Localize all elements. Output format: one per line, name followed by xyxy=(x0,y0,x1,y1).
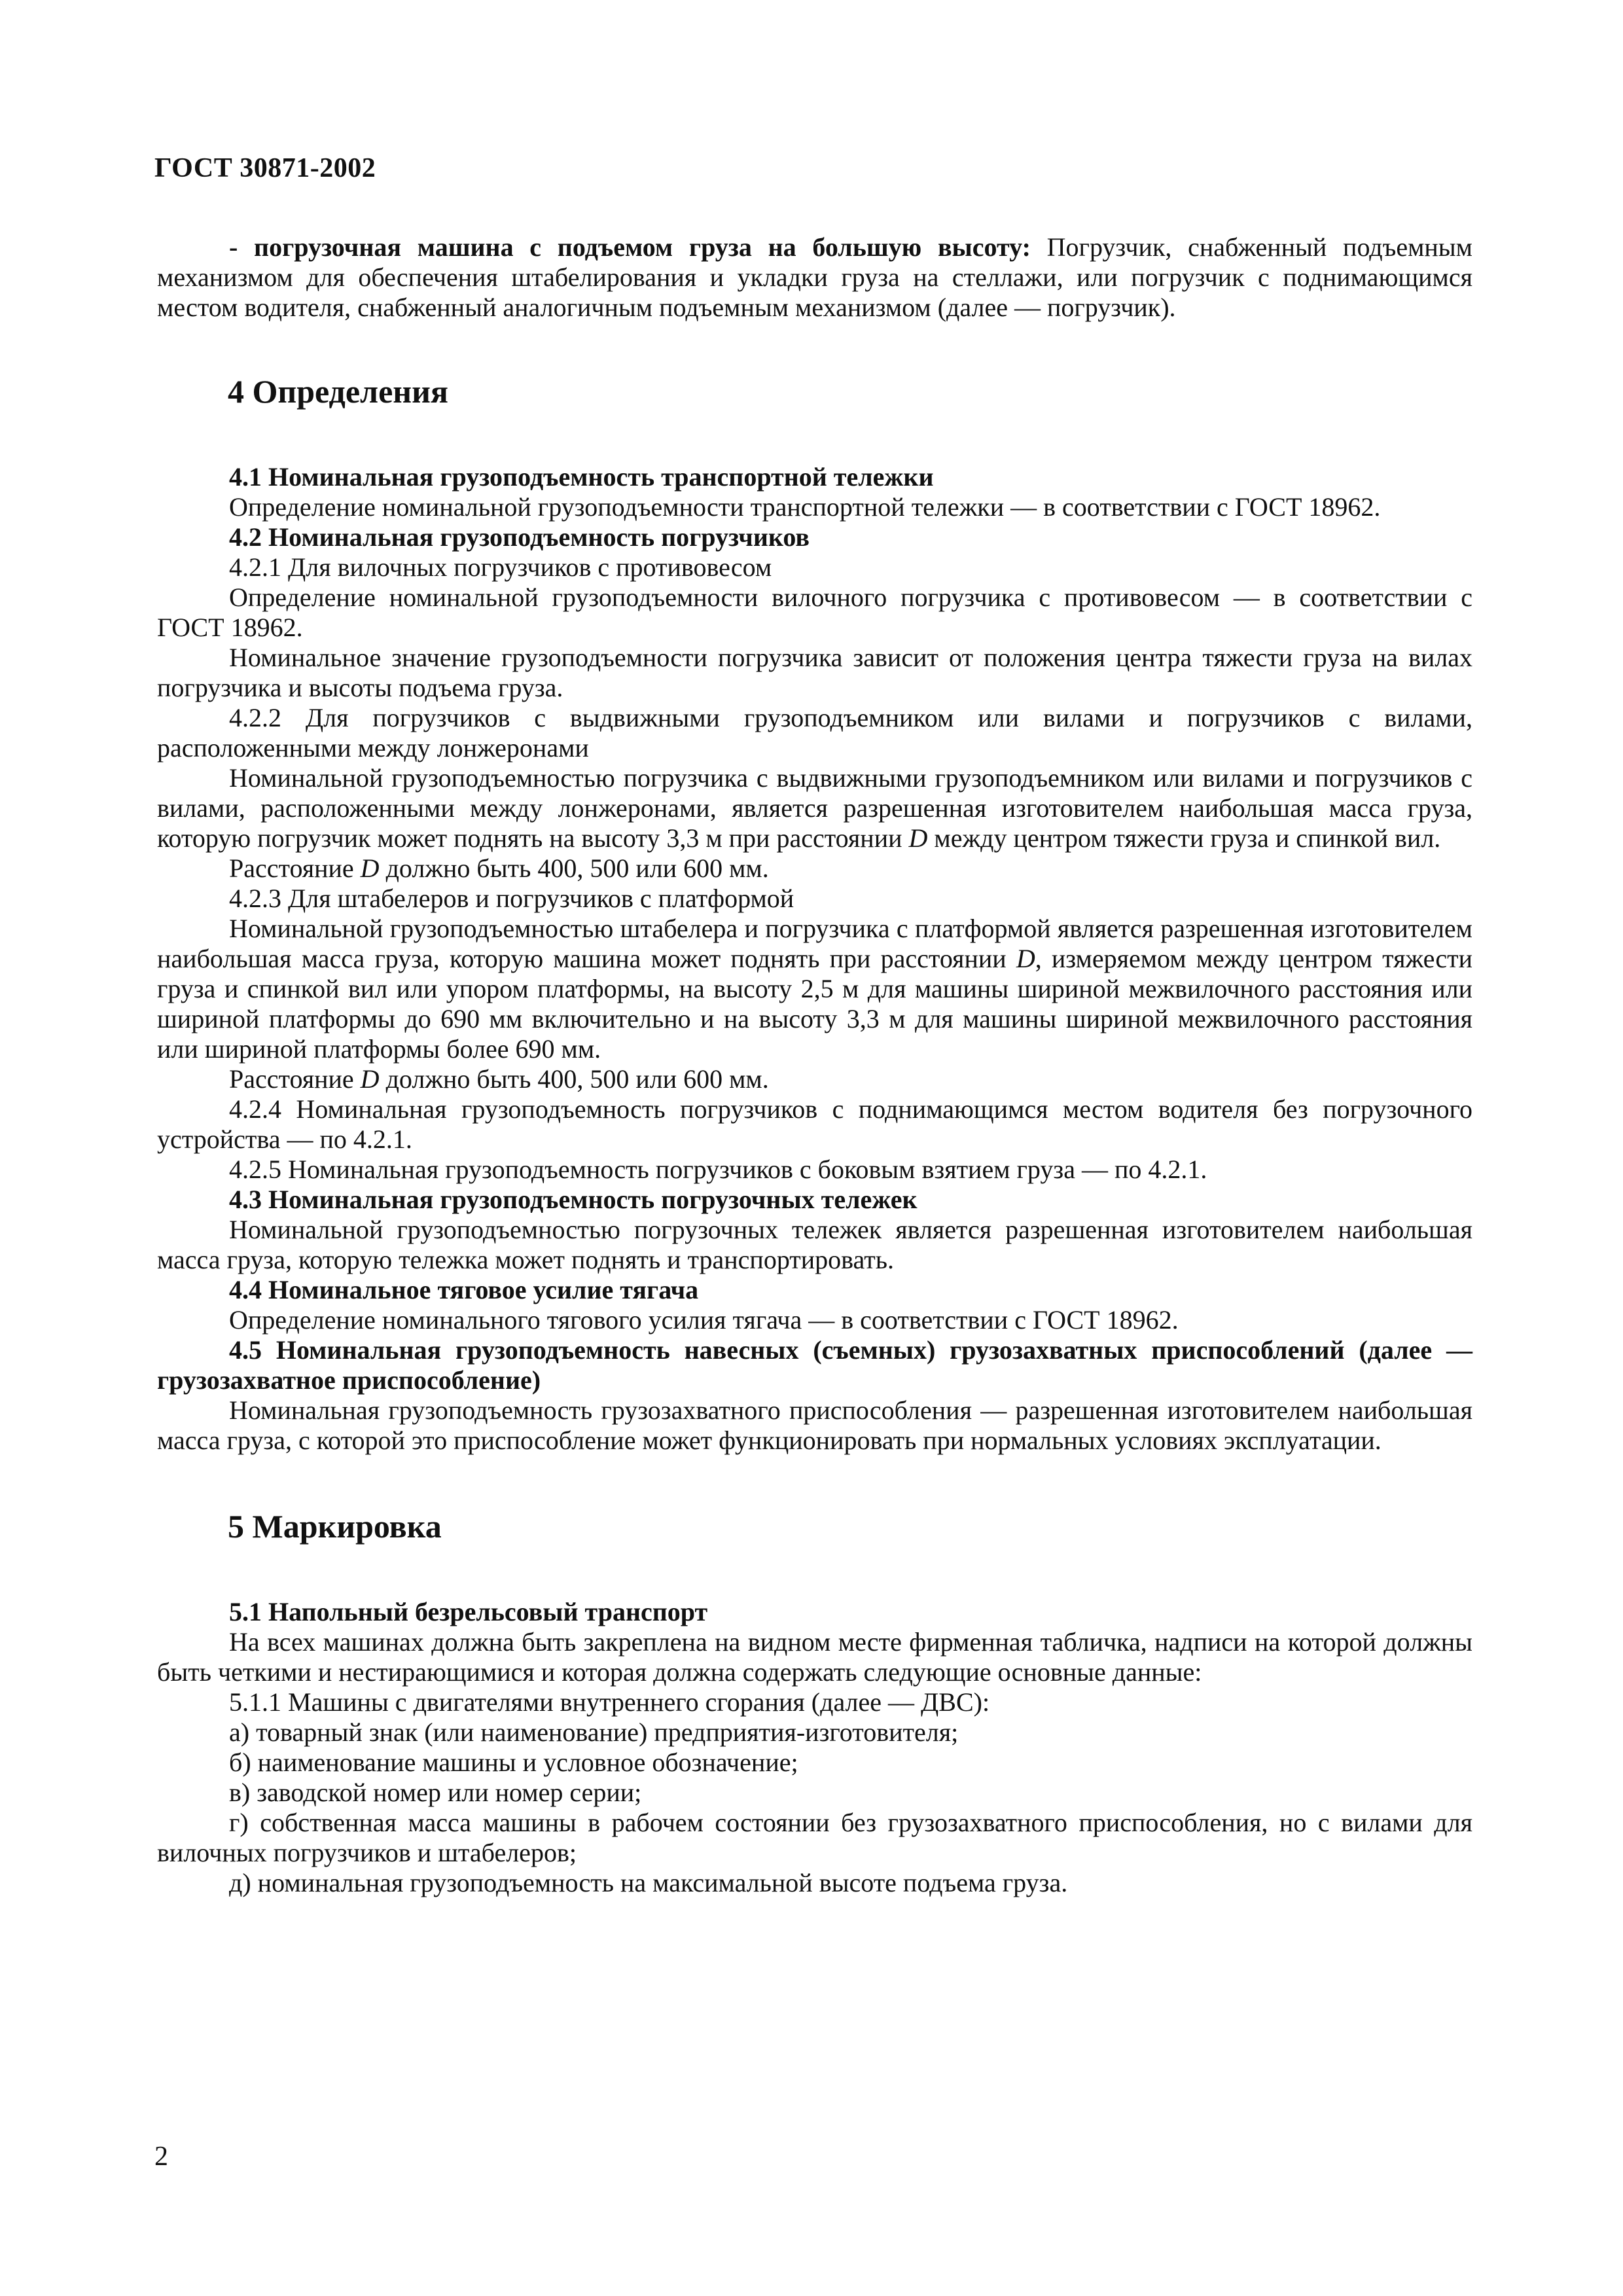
page-number: 2 xyxy=(154,2142,168,2172)
list-item: г) собственная масса машины в рабочем состоянии без грузозахватного приспособления, но с вилами для вилочных погрузчиков и штабелеров; xyxy=(157,1808,1472,1867)
clause-4-1-title: 4.1 Номинальная грузоподъемность транспортной тележки xyxy=(229,462,934,492)
document-header: ГОСТ 30871-2002 xyxy=(154,153,376,183)
section-5-heading: 5 Маркировка xyxy=(228,1508,442,1545)
clause-4-1-text: Определение номинальной грузоподъемности транспортной тележки — в соответствии с ГОСТ 18962. xyxy=(229,492,1381,522)
list-item: а) товарный знак (или наименование) предприятия-изготовителя; xyxy=(229,1717,959,1747)
clause-5-1-1-title: 5.1.1 Машины с двигателями внутреннего сгорания (далее — ДВС): xyxy=(229,1687,990,1717)
text-run: должно быть 400, 500 или 600 мм. xyxy=(385,853,769,883)
clause-4-2-1-paragraph-1: Определение номинальной грузоподъемности вилочного погрузчика с противовесом — в соответствии с ГОСТ 18962. xyxy=(157,583,1472,642)
text-run: Расстояние xyxy=(229,853,354,883)
clause-5-1-title: 5.1 Напольный безрельсовый транспорт xyxy=(229,1597,708,1626)
clause-5-1-text: На всех машинах должна быть закреплена на видном месте фирменная табличка, надписи на которой должны быть четкими и нестирающимися и которая должна содержать следующие основные данные: xyxy=(157,1627,1472,1687)
clause-4-2-1-paragraph-2: Номинальное значение грузоподъемности погрузчика зависит от положения центра тяжести груза на вилах погрузчика и высоты подъема груза. xyxy=(157,643,1472,702)
clause-4-2-5: 4.2.5 Номинальная грузоподъемность погрузчиков с боковым взятием груза — по 4.2.1. xyxy=(229,1155,1207,1184)
section-4-heading: 4 Определения xyxy=(228,373,448,410)
list-item: в) заводской номер или номер серии; xyxy=(229,1778,642,1807)
clause-4-2-3-paragraph-1 xyxy=(157,914,1472,1064)
clause-4-2-3-title: 4.2.3 Для штабелеров и погрузчиков с платформой xyxy=(229,884,794,913)
clause-4-4-title: 4.4 Номинальное тяговое усилие тягача xyxy=(229,1275,699,1304)
variable-d: D xyxy=(908,823,928,853)
clause-4-2-title: 4.2 Номинальная грузоподъемность погрузчиков xyxy=(229,522,810,552)
variable-d: D xyxy=(360,853,380,883)
clause-4-4-text: Определение номинального тягового усилия тягача — в соответствии с ГОСТ 18962. xyxy=(229,1305,1179,1335)
clause-4-2-4: 4.2.4 Номинальная грузоподъемность погрузчиков с поднимающимся местом водителя без погрузочного устройства — по 4.2.1. xyxy=(157,1094,1472,1154)
clause-4-2-2-title: 4.2.2 Для погрузчиков с выдвижными грузоподъемником или вилами и погрузчиков с вилами, расположенными между лонжеронами xyxy=(157,703,1472,762)
text-run: Номинальной грузоподъемностью штабелера и погрузчика с платформой является разрешенная изготовителем наибольшая масса груза, которую машина может поднять при расстоянии xyxy=(157,914,1472,973)
text-run: Расстояние xyxy=(229,1064,354,1094)
clause-4-3-text: Номинальной грузоподъемностью погрузочных тележек является разрешенная изготовителем наибольшая масса груза, которую тележка может поднять и транспортировать. xyxy=(157,1215,1472,1274)
text-run: Номинальной грузоподъемностью погрузчика с выдвижными грузоподъемником или вилами и погрузчиков с вилами, расположенными между лонжеронами, является разрешенная изготовителем наибольшая масса груза, которую погрузчик может поднять на высоту 3,3 м при расстоянии xyxy=(157,763,1472,853)
clause-4-2-2-paragraph-1 xyxy=(157,763,1472,853)
document-body xyxy=(157,232,1472,1898)
text-run: , измеряемом между центром тяжести груза и спинкой вил или упором платформы, на высоту 2,5 м для машины шириной межвилочного расстояния или шириной платформы до 690 мм включительно и на высоту 3,3 м для машины шириной межвилочного расстояния или шириной платформы более 690 мм. xyxy=(157,944,1473,1064)
clause-4-5-title: 4.5 Номинальная грузоподъемность навесных (съемных) грузозахватных приспособлений (далее — грузозахватное приспособление) xyxy=(157,1335,1472,1395)
variable-d: D xyxy=(360,1064,380,1094)
intro-term: - погрузочная машина с подъемом груза на большую высоту: xyxy=(229,232,1031,262)
clause-4-2-2-paragraph-2 xyxy=(157,853,1472,884)
clause-4-2-1-title: 4.2.1 Для вилочных погрузчиков с противовесом xyxy=(229,552,772,582)
text-run: должно быть 400, 500 или 600 мм. xyxy=(385,1064,769,1094)
clause-4-5-text: Номинальная грузоподъемность грузозахватного приспособления — разрешенная изготовителем наибольшая масса груза, с которой это приспособление может функционировать при нормальных условиях эксплуатации. xyxy=(157,1395,1472,1455)
list-item: б) наименование машины и условное обозначение; xyxy=(229,1748,798,1777)
text-run: между центром тяжести груза и спинкой вил. xyxy=(934,823,1441,853)
intro-text: Погрузчик, снабженный подъемным механизмом для обеспечения штабелирования и укладки груза на стеллажи, или погрузчик с поднимающимся местом водителя, снабженный аналогичным подъемным механизмом (далее — погрузчик). xyxy=(157,232,1472,322)
clause-4-3-title: 4.3 Номинальная грузоподъемность погрузочных тележек xyxy=(229,1185,918,1214)
list-item: д) номинальная грузоподъемность на максимальной высоте подъема груза. xyxy=(229,1868,1068,1897)
clause-4-2-3-paragraph-2 xyxy=(157,1064,1472,1094)
variable-d: D xyxy=(1016,944,1035,973)
intro-paragraph xyxy=(157,232,1472,323)
